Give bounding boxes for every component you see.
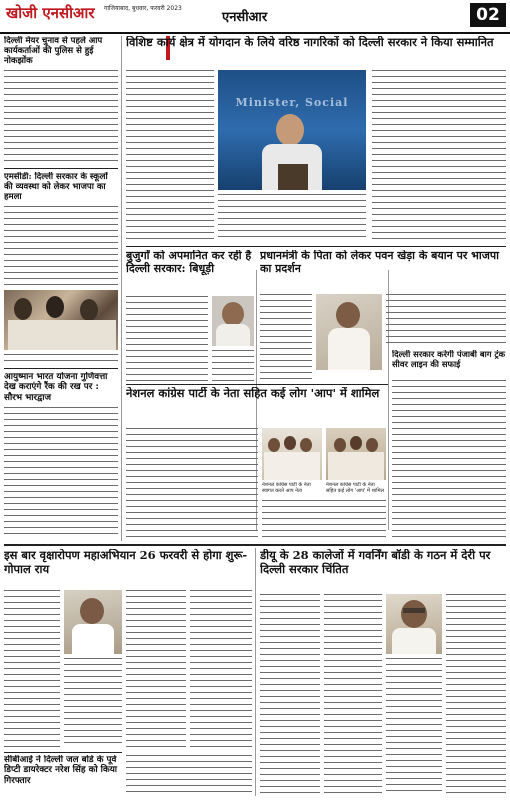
story-top-body: [372, 70, 506, 242]
story-left3: [4, 372, 118, 542]
story-body: [4, 70, 118, 164]
story-headline: आयुष्मान भारत योजना गुणिवत्ता देख कराएंगे रैंक की रख पर : सौरभ भारद्वाज: [4, 372, 108, 403]
story-body: [4, 206, 118, 287]
minister-photo: Minister, Social: [218, 70, 366, 190]
story-headline: एमसीडी: दिल्ली सरकार के स्कूलों की व्यवस्था को लेकर भाजपा का हमला: [4, 172, 108, 203]
dateline: गाजियाबाद, बुधवार, फरवरी 2023: [104, 5, 182, 12]
story-body: [4, 407, 118, 537]
story-headline: नेशनल कांग्रेस पार्टी के नेता सहित कई लोग 'आप' में शामिल: [126, 387, 380, 400]
photo-caption: नेशनल कांग्रेस पार्टी के नेता स्वागत करते आप नेता: [262, 482, 311, 495]
story-bottom-right-body: [446, 594, 506, 796]
story-headline: बुजुर्गों को अपमानित कर रही है दिल्ली सरकार: बिधूड़ी: [126, 250, 252, 275]
gopal-rai-photo: [64, 590, 122, 654]
story-bottom-left-body: [64, 658, 122, 748]
bidhuri-photo: [212, 296, 254, 346]
story-bottom-right-body: [386, 658, 442, 796]
story-congress-body: [126, 428, 258, 540]
story-left2: [4, 172, 118, 287]
section-name: एनसीआर: [222, 10, 268, 25]
story-congress-body: [262, 500, 386, 540]
congress-photo-left: [262, 428, 322, 480]
protest-photo: [316, 294, 382, 370]
story-headline: दिल्ली सरकार करेगी पंजाबी बाग ट्रंक सीवर लाइन की सफाई: [392, 350, 506, 369]
story-bottom-left-body: [126, 755, 252, 795]
story-left1: [4, 36, 118, 164]
story-mid-right-body: [260, 294, 312, 382]
story-headline: प्रधानमंत्री के पिता को लेकर पवन खेड़ा के बयान पर भाजपा का प्रदर्शन: [260, 250, 499, 275]
story-mid-left-body: [126, 296, 208, 382]
story-mid-left-body: [212, 350, 254, 382]
story-bottom-left-body: [126, 590, 186, 748]
story-bottom-left: [4, 549, 252, 585]
story-top-body: [218, 194, 366, 242]
column-rule: [255, 548, 256, 796]
story-top-body: [126, 70, 214, 242]
story-mid-right-body: [386, 294, 506, 346]
section-divider: [4, 544, 506, 546]
story-divider: [4, 168, 118, 169]
story-divider: [4, 368, 118, 369]
story-headline: डीयू के 28 कालेजों में गवर्निंग बॉडी के गठन में देरी पर दिल्ली सरकार चिंतित: [260, 549, 491, 576]
photo-caption: नेशनल कांग्रेस पार्टी के नेता सहित कई लोग 'आप' में शामिल: [326, 482, 384, 495]
page-number: 02: [470, 3, 506, 27]
story-right-small-body: [392, 380, 506, 540]
story-bottom-left2: [4, 755, 122, 797]
masthead: [0, 0, 510, 34]
story-top: [126, 36, 506, 66]
story-headline: दिल्ली मेयर चुनाव से पहले आप कार्यकर्ताओं की पुलिस से हुई नोकझोंक: [4, 36, 103, 67]
officials-photo: [4, 290, 118, 350]
story-divider: [126, 246, 506, 247]
story-bottom-right: [260, 549, 506, 589]
story-body: [4, 354, 118, 364]
story-headline: विशिष्ट कार्य क्षेत्र में योगदान के लिये वरिष्ठ नागरिकों को दिल्ली सरकार ने किया सम्मानित: [126, 36, 494, 49]
story-headline: सीबीआई ने दिल्ली जल बोर्ड के पूर्व डिप्टी डायरेक्टर नरेश सिंह को किया गिरफ्तार: [4, 755, 118, 786]
story-mid-left: [126, 250, 254, 292]
story-right-small: [392, 350, 506, 376]
story-mid-right: [260, 250, 506, 290]
story-bottom-left-body: [190, 590, 252, 748]
story-bottom-left-body: [4, 590, 60, 748]
story-headline: इस बार वृक्षारोपण महाअभियान 26 फरवरी से होगा शुरू- गोपाल राय: [4, 549, 248, 576]
brand-title: खोजी एनसीआर: [6, 4, 95, 22]
sisodia-photo: [386, 594, 442, 654]
story-divider: [126, 384, 388, 385]
congress-photo-right: [326, 428, 386, 480]
column-rule: [121, 36, 122, 541]
story-divider: [4, 752, 122, 753]
story-bottom-right-body: [324, 594, 382, 796]
story-bottom-right-body: [260, 594, 320, 796]
story-left2-cont: [4, 354, 118, 364]
story-congress: [126, 387, 388, 425]
